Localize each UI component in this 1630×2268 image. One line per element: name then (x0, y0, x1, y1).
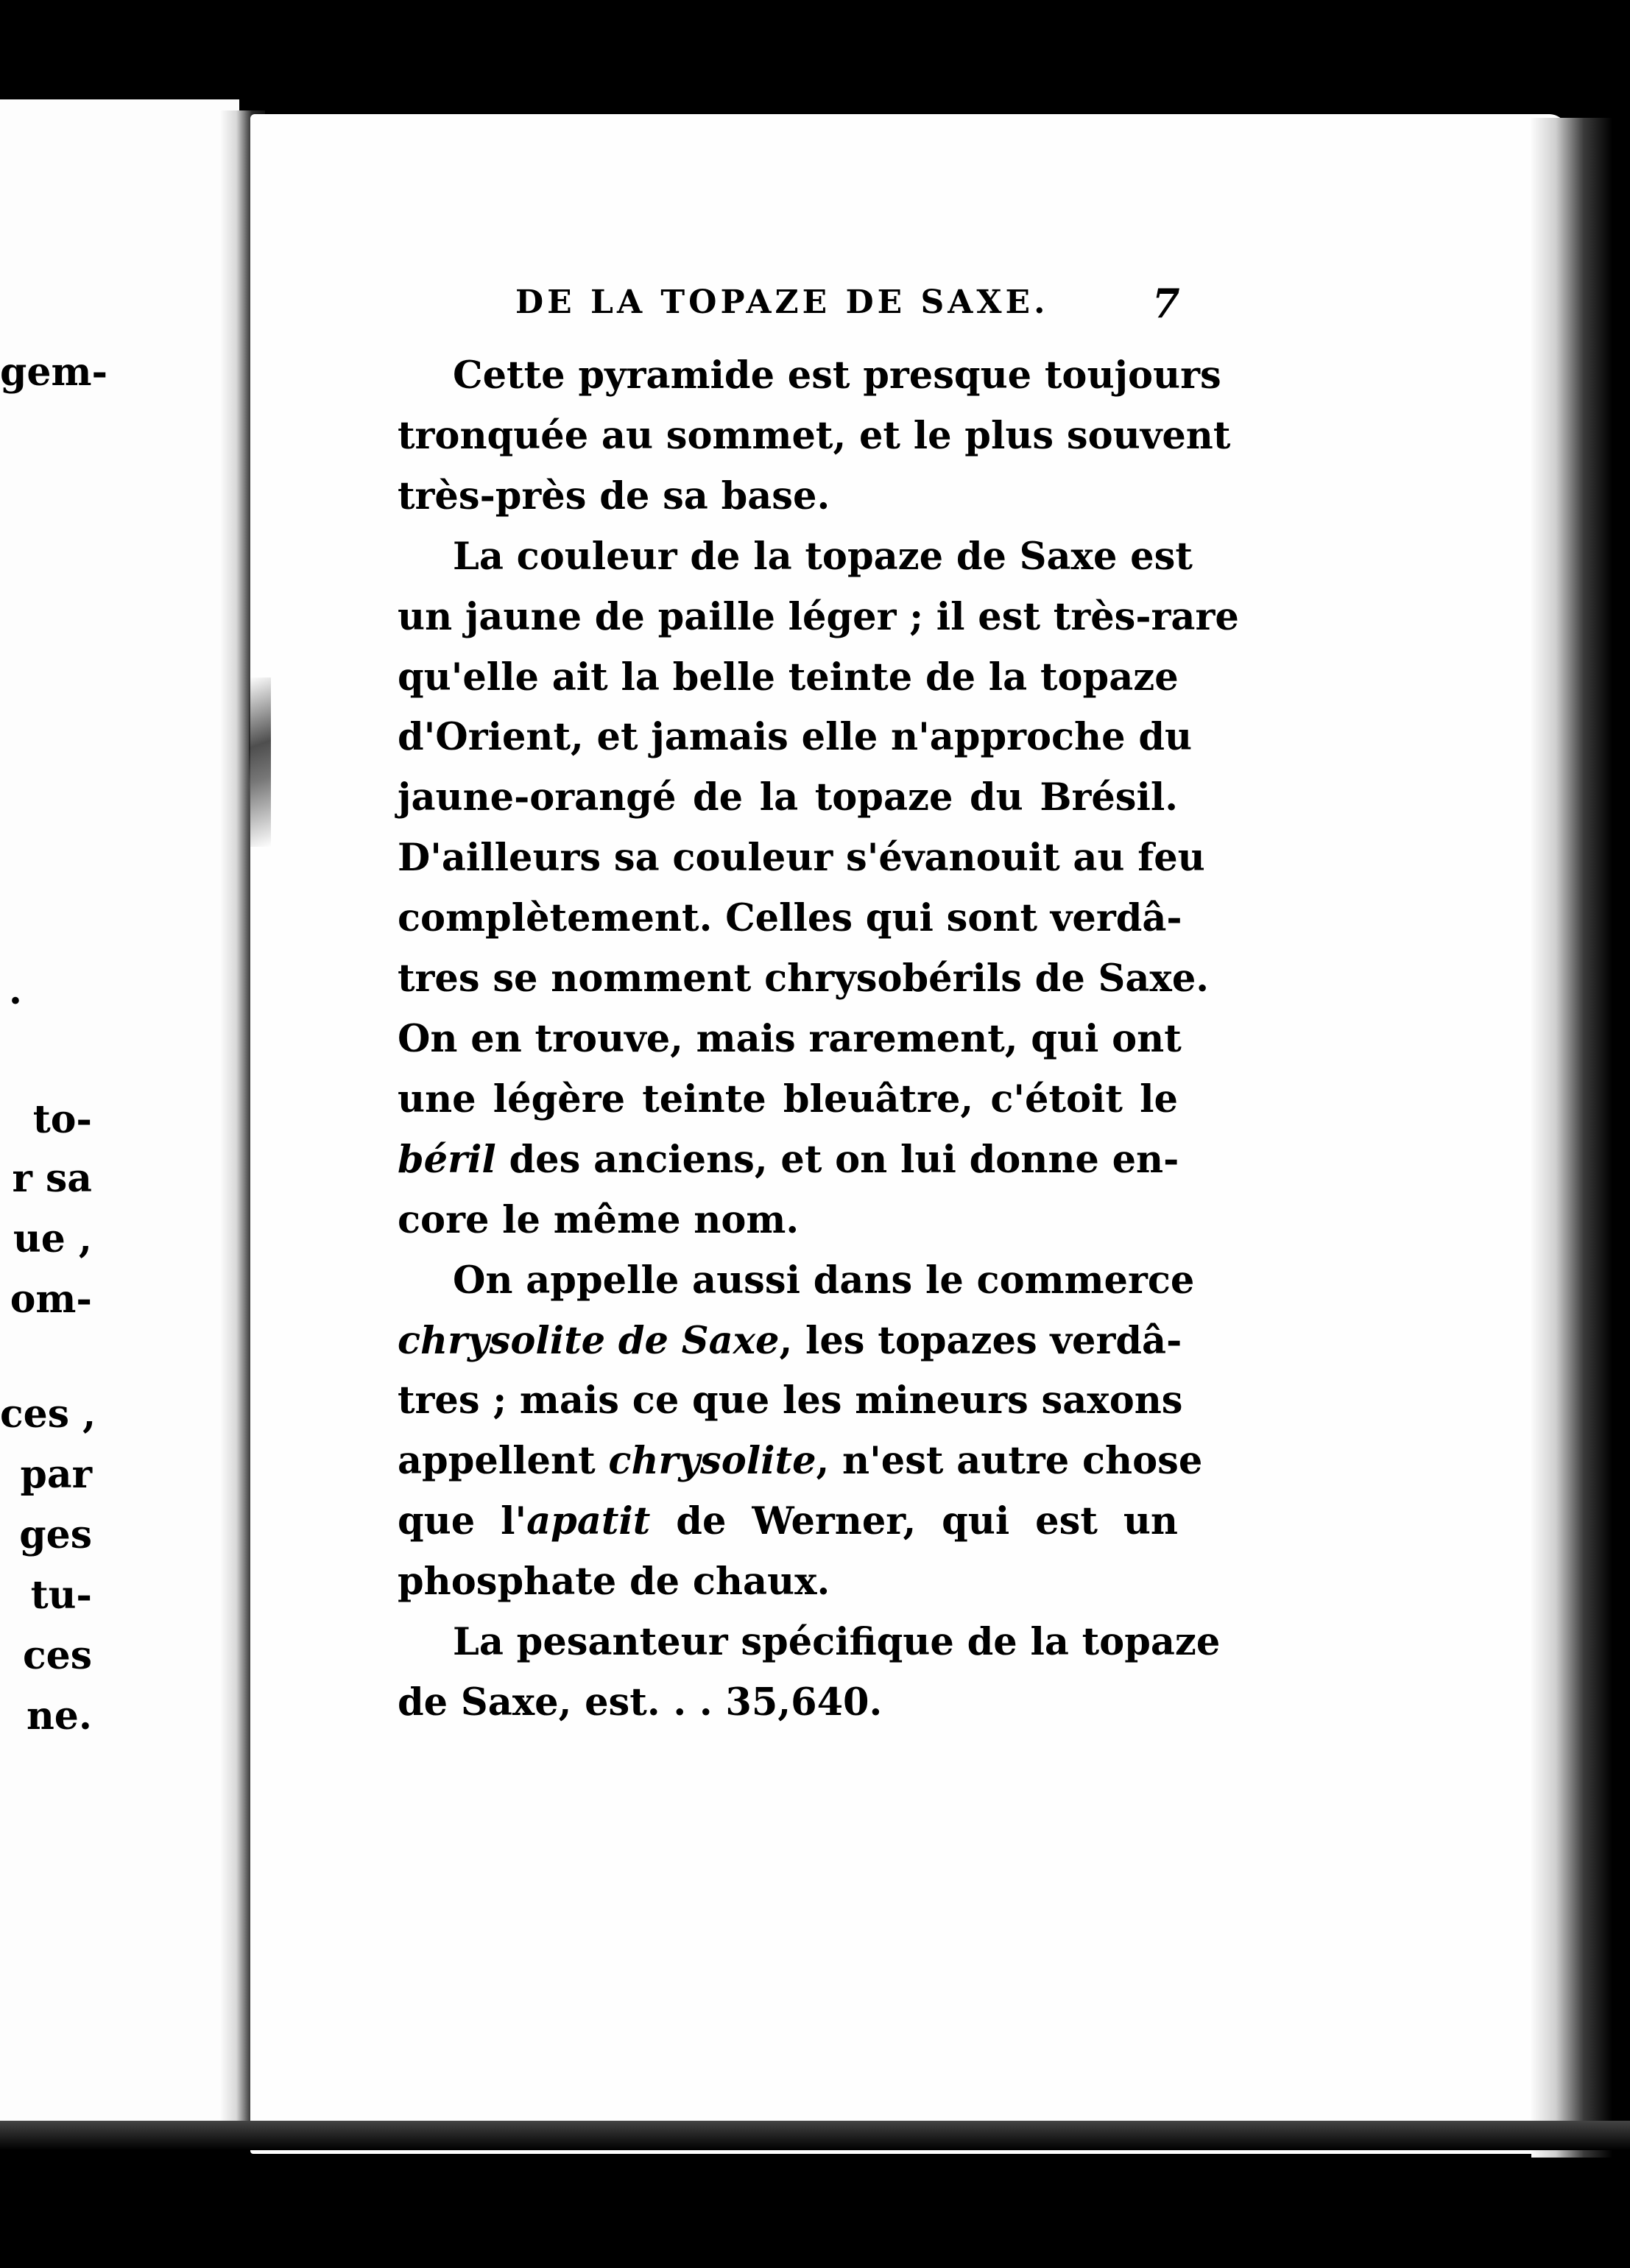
left-page-fragment: par (20, 1452, 92, 1497)
paragraph (398, 527, 1239, 1251)
text-line: complètement. Celles qui sont verdâ- (398, 896, 1182, 941)
left-page-fragment: om- (10, 1277, 92, 1322)
text-fragment: appellent (398, 1439, 596, 1484)
text-line: qu'elle ait la belle teinte de la topaze (398, 655, 1179, 700)
italic-term: béril (398, 1137, 496, 1182)
text-fragment: des anciens, et on lui donne en- (509, 1137, 1179, 1182)
left-page-fragment: ue , (13, 1216, 92, 1261)
text-line: D'ailleurs sa couleur s'évanouit au feu (398, 836, 1205, 881)
italic-term: chrysolite (608, 1439, 816, 1484)
left-page-fragment: tu- (30, 1573, 92, 1618)
text-line: tres ; mais ce que les mineurs saxons (398, 1378, 1183, 1423)
italic-term: chrysolite de Saxe (398, 1318, 780, 1363)
text-line (398, 1311, 1182, 1372)
paragraph (398, 346, 1231, 527)
text-line: très-près de sa base. (398, 473, 830, 518)
left-page-fragment: gem- (0, 350, 108, 395)
text-fragment: , n'est autre chose (816, 1439, 1203, 1484)
italic-term: apatit (526, 1499, 651, 1544)
text-line: phosphate de chaux. (398, 1560, 830, 1605)
left-page-fragment: ne. (27, 1694, 92, 1739)
text-line: Cette pyramide est presque toujours (453, 353, 1221, 398)
left-page-fragment: to- (32, 1097, 92, 1142)
text-line: La pesanteur spécifique de la topaze (453, 1620, 1221, 1665)
paragraph (398, 1613, 1221, 1733)
text-line: On appelle aussi dans le commerce (453, 1258, 1195, 1303)
bottom-edge-shadow (0, 2121, 1630, 2150)
text-line (398, 1492, 1178, 1552)
text-fragment: de Werner, qui est un (676, 1499, 1178, 1544)
binding-thread (249, 677, 271, 847)
text-line: On en trouve, mais rarement, qui ont (398, 1016, 1182, 1061)
paragraph (398, 1251, 1203, 1613)
left-page-fragment: ces , (0, 1392, 96, 1437)
running-head: DE LA TOPAZE DE SAXE. (515, 284, 1049, 321)
text-fragment: , les topazes verdâ- (779, 1318, 1182, 1363)
text-line: La couleur de la topaze de Saxe est (453, 534, 1193, 579)
text-line: d'Orient, et jamais elle n'approche du (398, 715, 1193, 760)
text-line (398, 1130, 1178, 1191)
text-line: une légère teinte bleuâtre, c'étoit le (398, 1077, 1178, 1121)
text-line: tronquée au sommet, et le plus souvent (398, 413, 1231, 458)
page-body (398, 346, 1239, 1733)
left-page-fragment: ges (19, 1512, 92, 1557)
left-page-fragment: r sa (12, 1156, 92, 1201)
text-line: de Saxe, est. . . 35,640. (398, 1680, 883, 1725)
text-line: core le même nom. (398, 1197, 800, 1242)
text-line: jaune-orangé de la topaze du Brésil. (398, 775, 1178, 820)
text-fragment: que l' (398, 1499, 527, 1544)
left-page-fragment: ces (22, 1633, 92, 1678)
text-line: un jaune de paille léger ; il est très-rare (398, 594, 1239, 639)
page-number: 7 (1152, 280, 1180, 327)
text-line: tres se nomment chrysobérils de Saxe. (398, 957, 1210, 1001)
text-line (398, 1431, 1203, 1492)
left-page-fragment: . (8, 968, 22, 1013)
page-edge-shadow (1531, 118, 1612, 2158)
